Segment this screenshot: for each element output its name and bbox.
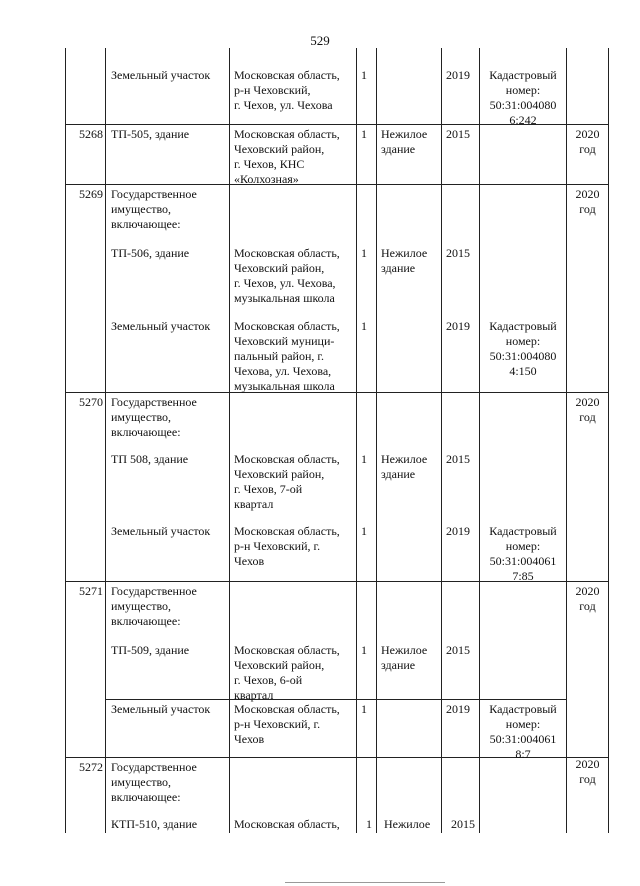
building-quantity: 1 [361,643,367,657]
building-purpose: Нежилое здание [381,643,428,672]
row-number: 5270 [79,395,103,409]
building-name: ТП 508, здание [111,452,189,466]
building-purpose: Нежилое здание [381,246,428,275]
land-year: 2019 [446,524,470,538]
building-address: Московская область, [234,817,340,831]
building-address: Московская область, Чеховский район, г. Чехов, КНС «Колхозная» [234,127,340,186]
land-cadastral-note: Кадастровый номер: 50:31:004080 4:150 [489,319,557,378]
land-address: Московская область, р-н Чеховский, г. Чехов [234,702,340,746]
building-name: ТП-505, здание [111,127,190,141]
land-year: 2019 [446,702,470,716]
land-name: Земельный участок [111,319,211,333]
building-quantity: 1 [361,452,367,466]
building-purpose: Нежилое здание [381,127,428,156]
term: 2020 год [575,584,600,613]
scan-edge-line [285,882,445,883]
land-quantity: 1 [361,68,367,82]
group-label: Государственное имущество, включающее: [111,760,197,804]
building-quantity: 1 [366,817,372,831]
land-name: Земельный участок [111,702,211,716]
land-year: 2019 [446,68,470,82]
building-year: 2015 [446,246,470,260]
land-quantity: 1 [361,524,367,538]
land-name: Земельный участок [111,68,211,82]
land-address: Московская область, р-н Чеховский, г. Чехов [234,524,340,568]
land-cadastral-note: Кадастровый номер: 50:31:004061 7:85 [489,524,557,583]
land-quantity: 1 [361,702,367,716]
building-year: 2015 [446,127,470,141]
land-quantity: 1 [361,319,367,333]
land-cadastral-note: Кадастровый номер: 50:31:004061 8:7 [489,702,557,761]
building-name: КТП-510, здание [111,817,198,831]
col-border [566,48,567,833]
col-border [105,48,106,833]
term: 2020 год [575,395,600,424]
land-address: Московская область, р-н Чеховский, г. Чехов, ул. Чехова [234,68,340,112]
term: 2020 год [575,757,600,786]
group-label: Государственное имущество, включающее: [111,584,197,628]
building-address: Московская область, Чеховский район, г. Чехов, ул. Чехова, музыкальная школа [234,246,340,305]
land-address: Московская область, Чеховский муници- пальный район, г. Чехова, ул. Чехова, музыкальная школа [234,319,340,393]
building-purpose: Нежилое [384,817,431,831]
col-border [65,48,66,833]
page-number: 529 [310,33,330,48]
land-name: Земельный участок [111,524,211,538]
land-cadastral-note: Кадастровый номер: 50:31:004080 6:242 [489,68,557,127]
row-number: 5269 [79,187,103,201]
building-name: ТП-509, здание [111,643,190,657]
col-border [229,48,230,833]
group-label: Государственное имущество, включающее: [111,187,197,231]
building-quantity: 1 [361,127,367,141]
building-name: ТП-506, здание [111,246,190,260]
building-address: Московская область, Чеховский район, г. Чехов, 6-ой квартал [234,643,340,702]
row-number: 5268 [79,127,103,141]
row-number: 5271 [79,584,103,598]
building-year: 2015 [446,643,470,657]
building-year: 2015 [446,452,470,466]
col-border [441,48,442,833]
col-border [376,48,377,833]
col-border [356,48,357,833]
term: 2020 год [575,187,600,216]
building-year: 2015 [451,817,475,831]
col-border [608,48,609,833]
building-address: Московская область, Чеховский район, г. Чехов, 7-ой квартал [234,452,340,511]
row-number: 5272 [79,760,103,774]
building-quantity: 1 [361,246,367,260]
building-purpose: Нежилое здание [381,452,428,481]
term: 2020 год [575,127,600,156]
group-label: Государственное имущество, включающее: [111,395,197,439]
land-year: 2019 [446,319,470,333]
